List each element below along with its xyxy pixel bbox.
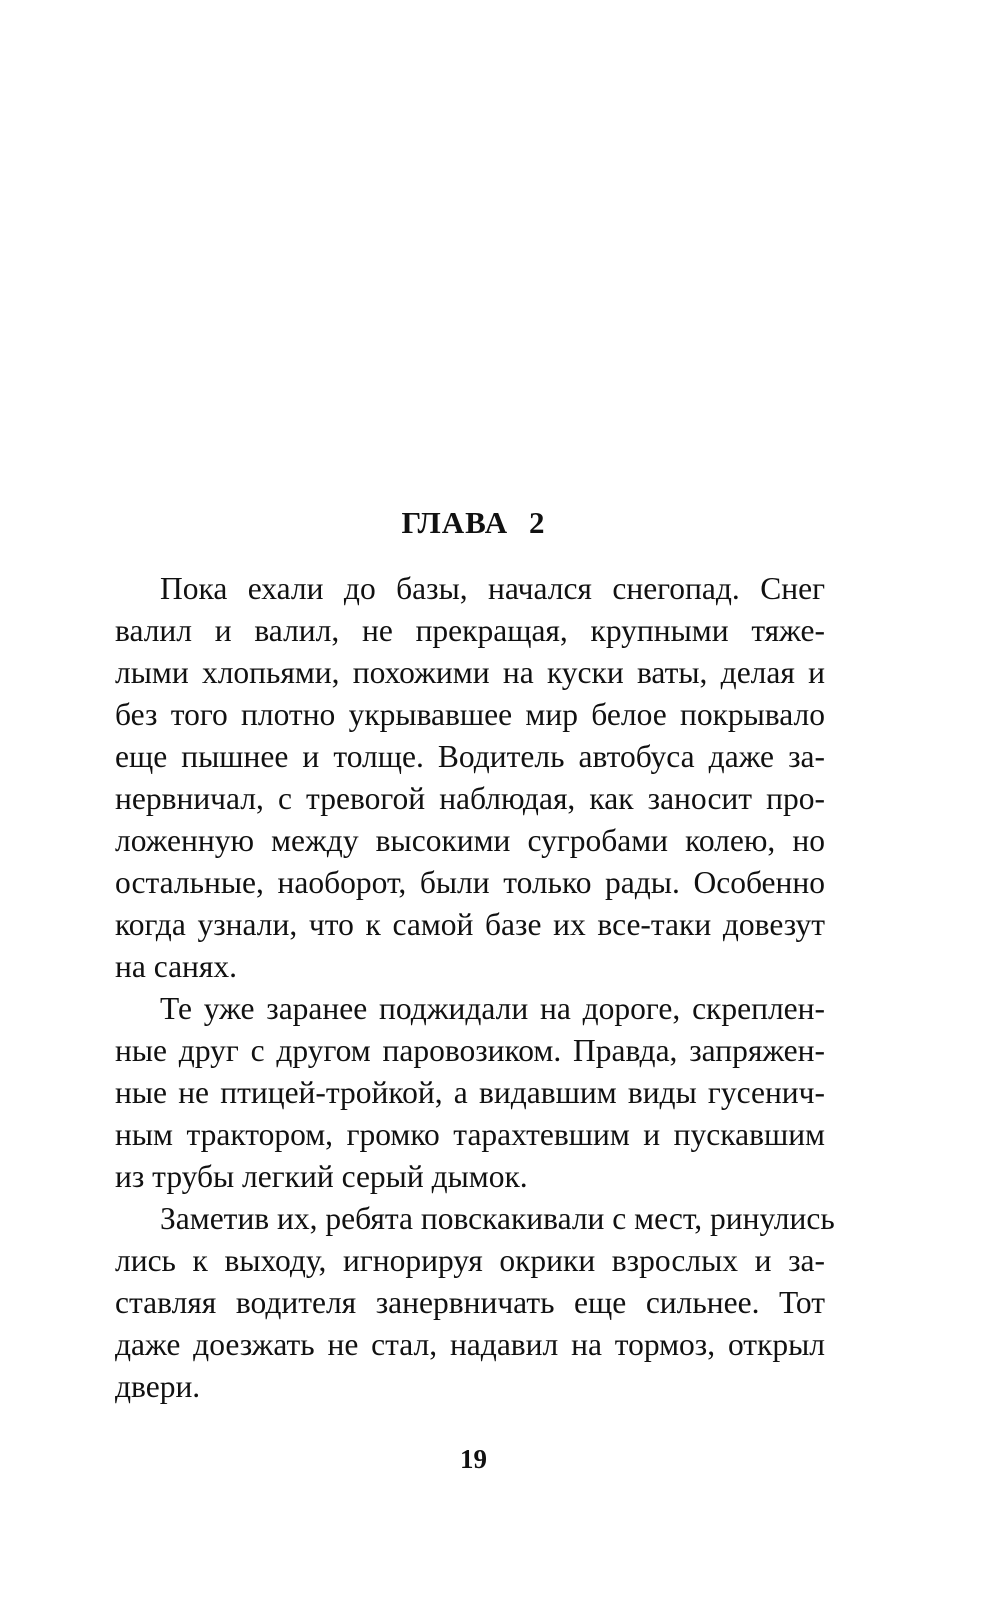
text-line: еще пышнее и толще. Водитель автобуса даже за-	[115, 739, 825, 774]
text-line: на санях.	[115, 949, 238, 984]
text-line: валил и валил, не прекращая, крупными тяже-	[115, 613, 825, 648]
text-line: остальные, наоборот, были только рады. Особенно	[115, 865, 825, 900]
text-line: без того плотно укрывавшее мир белое покрывало	[115, 697, 825, 732]
text-line: когда узнали, что к самой базе их все-таки довезут	[115, 907, 825, 942]
text-line: ным трактором, громко тарахтевшим и пускавшим	[115, 1117, 825, 1152]
text-line: ложенную между высокими сугробами колею, но	[115, 823, 825, 858]
text-line: из трубы легкий серый дымок.	[115, 1159, 528, 1194]
text-line: ставляя водителя занервничать еще сильнее. Тот	[115, 1285, 825, 1320]
chapter-title: ГЛАВА 2	[401, 505, 546, 540]
text-line: Те уже заранее поджидали на дороге, скреплен-	[160, 991, 825, 1026]
text-line: ные друг с другом паровозиком. Правда, запряжен-	[115, 1033, 825, 1068]
text-line: двери.	[115, 1369, 201, 1404]
text-line: ные не птицей-тройкой, а видавшим виды гусенич-	[115, 1075, 825, 1110]
text-line: даже доезжать не стал, надавил на тормоз, открыл	[115, 1327, 825, 1362]
text-line: Пока ехали до базы, начался снегопад. Снег	[160, 571, 825, 606]
text-line: нервничал, с тревогой наблюдая, как заносит про-	[115, 781, 825, 816]
page-number: 19	[460, 1444, 487, 1474]
text-line: лись к выходу, игнорируя окрики взрослых и за-	[115, 1243, 825, 1278]
text-line: Заметив их, ребята повскакивали с мест, ринулись	[160, 1201, 835, 1236]
text-line: лыми хлопьями, похожими на куски ваты, делая и	[115, 655, 825, 690]
